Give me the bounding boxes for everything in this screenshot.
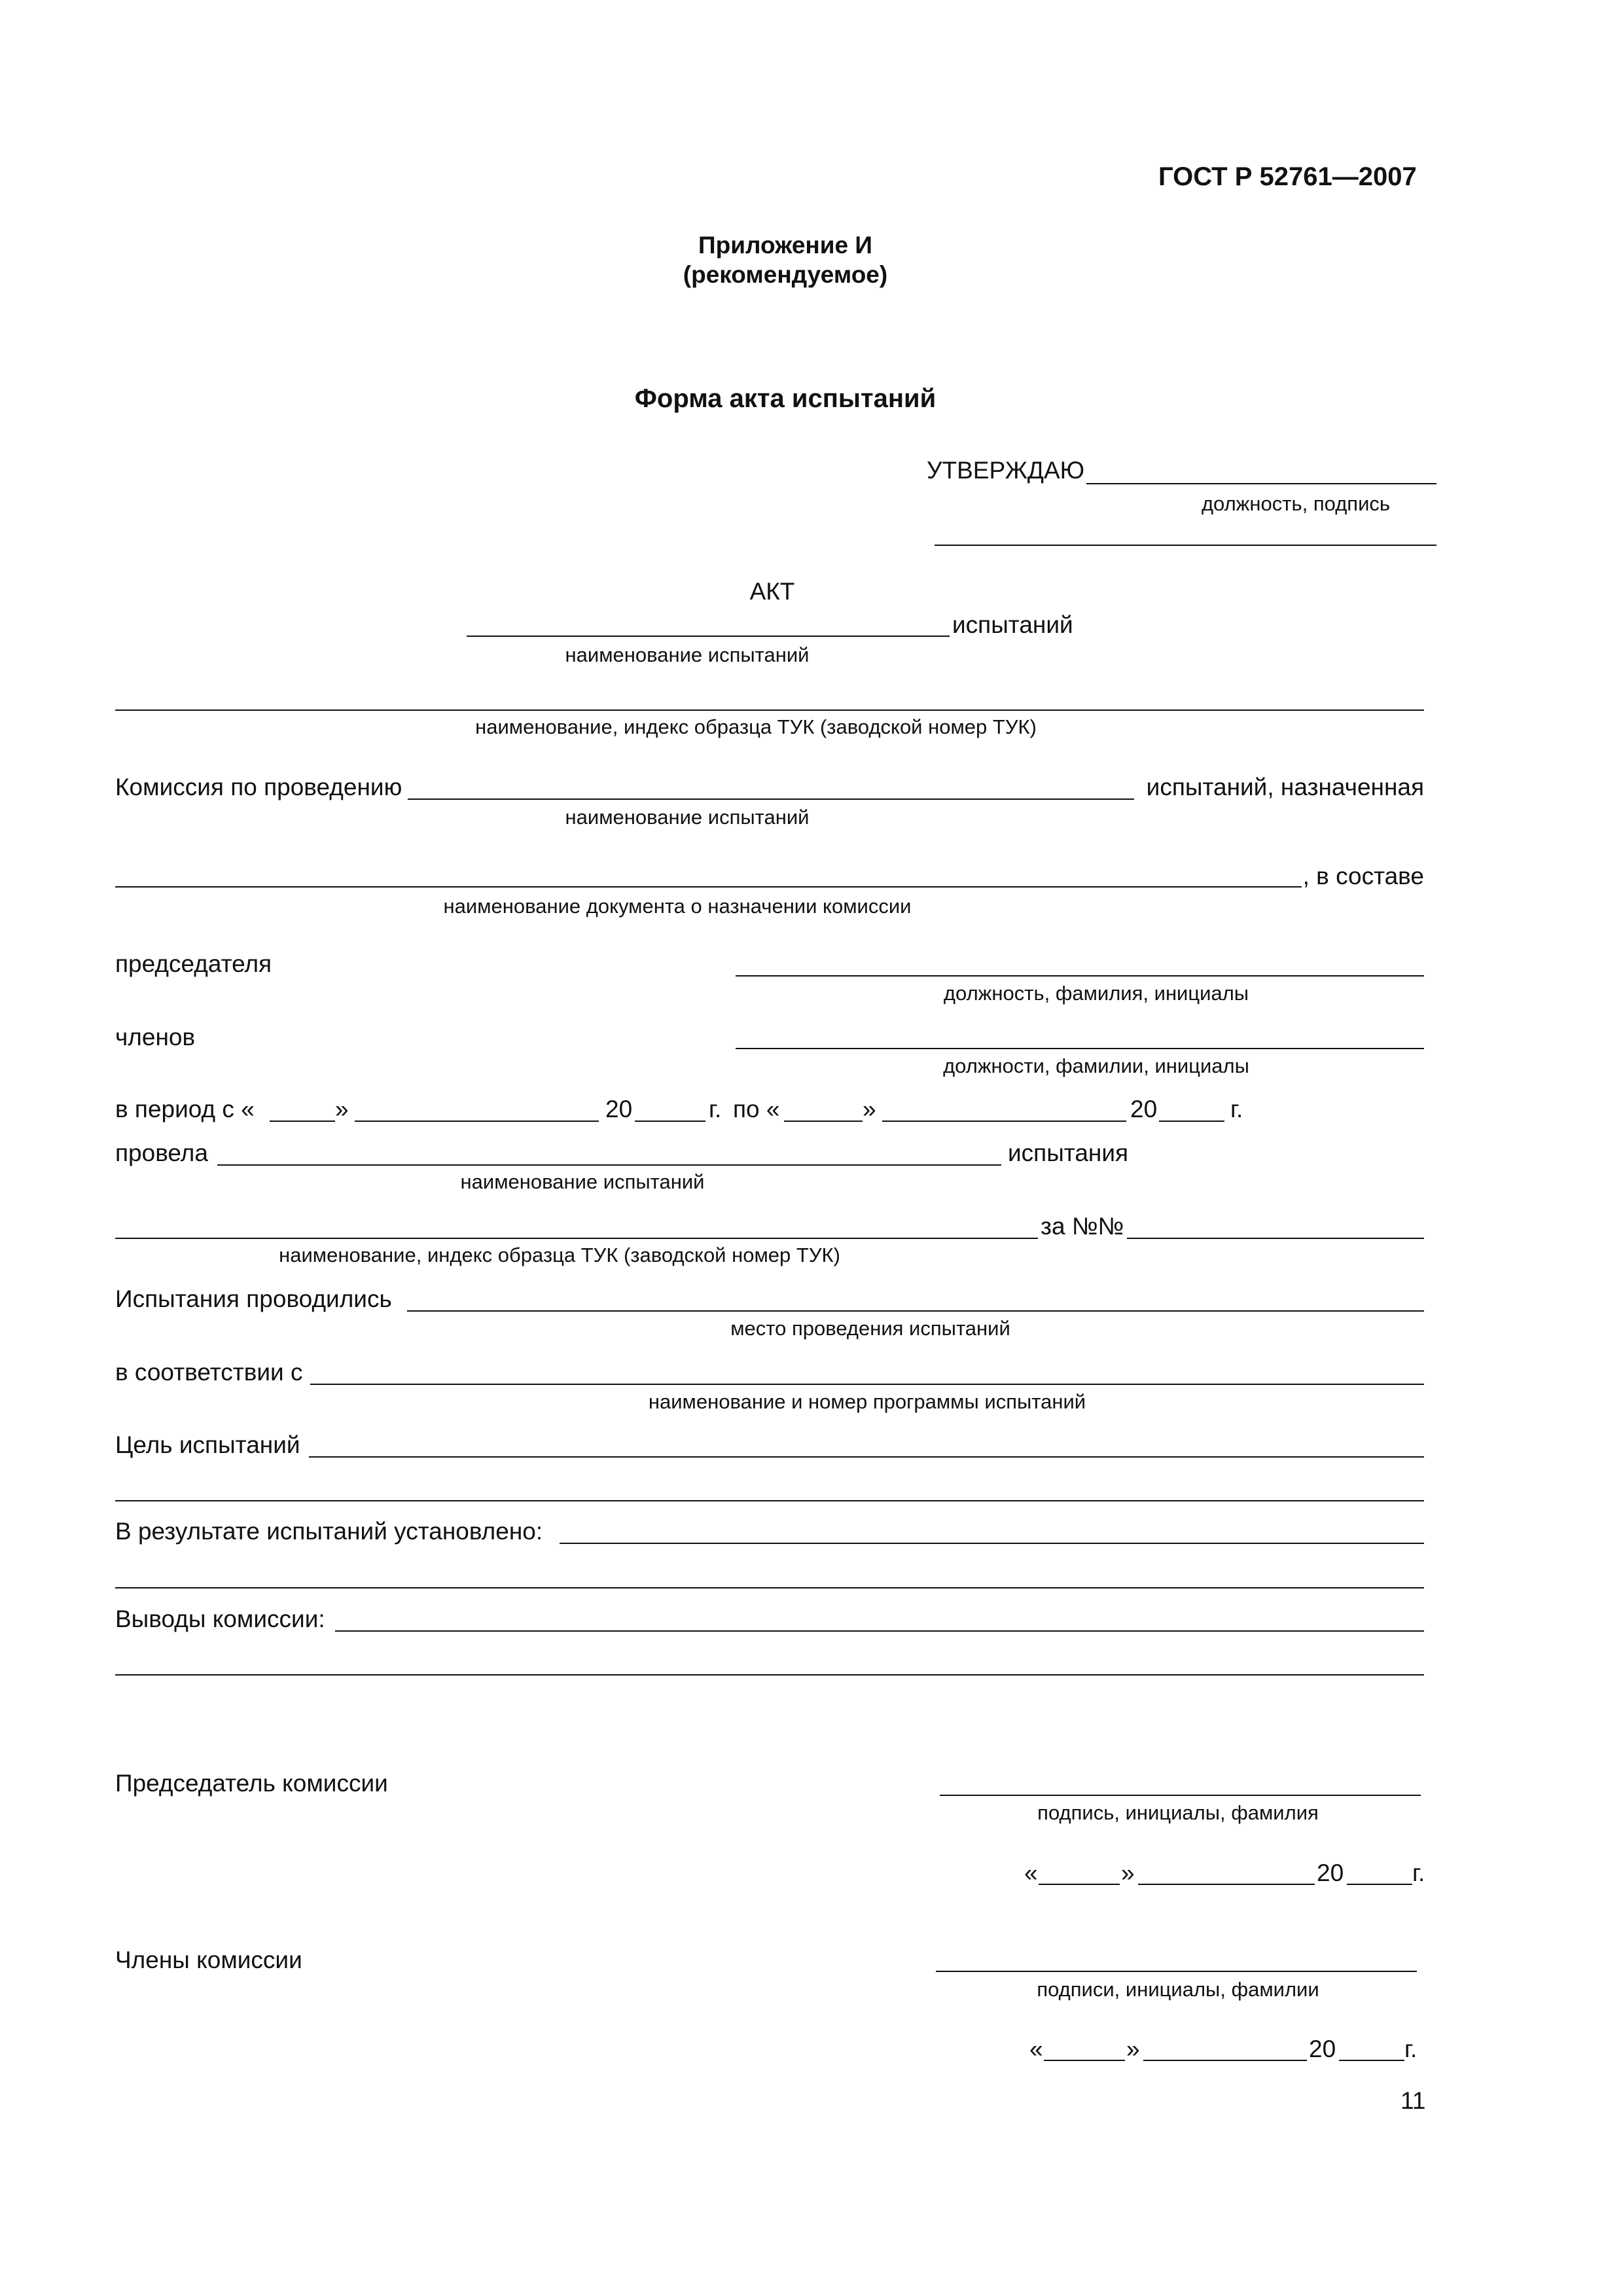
chairman-line[interactable] xyxy=(736,975,1424,977)
results-line-1[interactable] xyxy=(560,1543,1424,1544)
members-date-year-prefix: 20 xyxy=(1309,2036,1336,2062)
period-from-month-line[interactable] xyxy=(355,1121,599,1122)
members-signature-label: Члены комиссии xyxy=(115,1946,302,1973)
form-title: Форма акта испытаний xyxy=(634,384,936,413)
chairman-date-day-line[interactable] xyxy=(1039,1884,1120,1885)
members-line[interactable] xyxy=(736,1048,1424,1049)
chairman-signature-line[interactable] xyxy=(940,1795,1421,1796)
location-line[interactable] xyxy=(407,1310,1424,1312)
conducted-label: провела xyxy=(115,1139,208,1166)
chairman-label: председателя xyxy=(115,950,272,977)
purpose-label: Цель испытаний xyxy=(115,1431,300,1458)
approve-second-line[interactable] xyxy=(935,545,1436,546)
commission-test-name-line[interactable] xyxy=(408,798,1134,800)
period-from-year-line[interactable] xyxy=(635,1121,705,1122)
sample-line[interactable] xyxy=(115,1238,1038,1239)
period-from-year-prefix: 20 xyxy=(605,1096,633,1122)
chairman-date-open-quote: « xyxy=(1024,1859,1038,1886)
members-date-day-line[interactable] xyxy=(1044,2060,1125,2061)
members-date-year-suffix: г. xyxy=(1404,2036,1418,2062)
program-line[interactable] xyxy=(310,1384,1424,1385)
program-caption: наименование и номер программы испытаний xyxy=(648,1390,1086,1413)
commission-composition: , в составе xyxy=(1302,863,1424,889)
chairman-signature-label: Председатель комиссии xyxy=(115,1770,388,1797)
period-from-close-quote: » xyxy=(335,1096,349,1122)
period-to-year-prefix: 20 xyxy=(1130,1096,1158,1122)
commission-suffix: испытаний, назначенная xyxy=(1146,774,1424,800)
members-signature-line[interactable] xyxy=(936,1971,1417,1972)
act-test-name-caption: наименование испытаний xyxy=(565,643,810,666)
chairman-date-year-line[interactable] xyxy=(1347,1884,1412,1885)
chairman-date-year-prefix: 20 xyxy=(1317,1859,1344,1886)
conclusions-line-1[interactable] xyxy=(335,1630,1424,1632)
period-from-label: в период с « xyxy=(115,1096,255,1122)
program-label: в соответствии с xyxy=(115,1359,303,1386)
conclusions-label: Выводы комиссии: xyxy=(115,1605,325,1632)
conducted-line[interactable] xyxy=(217,1164,1001,1166)
appendix-title: Приложение И xyxy=(698,232,872,259)
period-to-month-line[interactable] xyxy=(882,1121,1126,1122)
act-test-name-line[interactable] xyxy=(467,636,950,637)
sample-number-label: за №№ xyxy=(1041,1213,1124,1240)
chairman-date-close-quote: » xyxy=(1121,1859,1135,1886)
period-to-year-line[interactable] xyxy=(1159,1121,1224,1122)
members-date-open-quote: « xyxy=(1029,2036,1043,2062)
members-caption: должности, фамилии, инициалы xyxy=(943,1054,1249,1077)
period-from-year-suffix: г. xyxy=(709,1096,722,1122)
document-code: ГОСТ Р 52761—2007 xyxy=(1158,162,1417,191)
period-from-day-line[interactable] xyxy=(270,1121,335,1122)
approve-line[interactable] xyxy=(1086,483,1436,484)
approve-caption: должность, подпись xyxy=(1201,492,1391,515)
act-sample-caption: наименование, индекс образца ТУК (заводской номер ТУК) xyxy=(475,715,1037,738)
period-to-label: по « xyxy=(733,1096,780,1122)
members-label: членов xyxy=(115,1024,196,1050)
members-date-month-line[interactable] xyxy=(1143,2060,1307,2061)
results-line-2[interactable] xyxy=(115,1587,1424,1588)
sample-number-line[interactable] xyxy=(1127,1238,1424,1239)
purpose-line-2[interactable] xyxy=(115,1500,1424,1501)
appendix-subtitle: (рекомендуемое) xyxy=(683,261,888,288)
location-label: Испытания проводились xyxy=(115,1285,392,1312)
commission-document-caption: наименование документа о назначении комиссии xyxy=(443,895,912,918)
approve-label: УТВЕРЖДАЮ xyxy=(927,457,1085,484)
commission-test-name-caption: наименование испытаний xyxy=(565,806,810,829)
sample-caption: наименование, индекс образца ТУК (заводской номер ТУК) xyxy=(279,1244,840,1266)
period-to-close-quote: » xyxy=(863,1096,876,1122)
members-date-year-line[interactable] xyxy=(1339,2060,1404,2061)
results-label: В результате испытаний установлено: xyxy=(115,1518,543,1545)
members-signature-caption: подписи, инициалы, фамилии xyxy=(1037,1978,1319,2001)
members-date-close-quote: » xyxy=(1126,2036,1140,2062)
purpose-line-1[interactable] xyxy=(309,1456,1424,1458)
period-to-year-suffix: г. xyxy=(1230,1096,1243,1122)
conducted-suffix: испытания xyxy=(1008,1139,1129,1166)
commission-label: Комиссия по проведению xyxy=(115,774,402,800)
act-title: АКТ xyxy=(749,578,795,605)
page-number: 11 xyxy=(1400,2087,1426,2114)
chairman-signature-caption: подпись, инициалы, фамилия xyxy=(1037,1801,1319,1824)
conducted-caption: наименование испытаний xyxy=(460,1170,705,1193)
conclusions-line-2[interactable] xyxy=(115,1674,1424,1676)
chairman-date-year-suffix: г. xyxy=(1412,1859,1425,1886)
location-caption: место проведения испытаний xyxy=(730,1317,1010,1340)
chairman-caption: должность, фамилия, инициалы xyxy=(943,982,1249,1005)
act-tests-word: испытаний xyxy=(952,611,1073,638)
act-sample-line[interactable] xyxy=(115,709,1424,711)
commission-document-line[interactable] xyxy=(115,886,1302,888)
period-to-day-line[interactable] xyxy=(784,1121,863,1122)
chairman-date-month-line[interactable] xyxy=(1138,1884,1315,1885)
